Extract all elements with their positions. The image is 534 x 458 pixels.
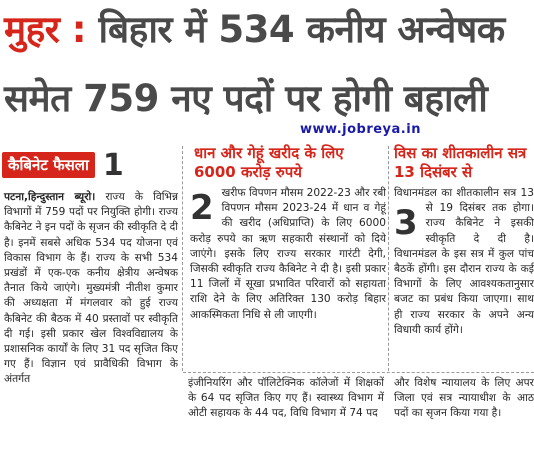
column2-body [186, 186, 386, 323]
item-number-1: 1 [102, 147, 124, 183]
headline-line-1 [4, 2, 505, 58]
column3-body [392, 186, 534, 338]
column2-heading: धान और गेहूं खरीद के लिए 6000 करोड़ रुपये [194, 144, 344, 181]
site-url[interactable]: www.jobreya.in [300, 122, 421, 137]
item-number-2: 2 [190, 188, 214, 228]
column3-body-intro: विधानमंडल का शीतकालीन सत्र 13 से 19 दिसंबर तक होगा। [394, 187, 534, 215]
headline-prefix: मुहर : [4, 8, 87, 51]
headline-line-2: समेत 759 नए पदों पर होगी बहाली [4, 77, 488, 120]
column3-heading: विस का शीतकालीन सत्र 13 दिसंबर से [394, 144, 527, 181]
headline-line-1-text: बिहार में 534 कनीय अन्वेषक [86, 8, 505, 51]
column3-body-text: राज्य कैबिनेट ने इसकी स्वीकृति दे दी है। विधानमंडल के इस सत्र में कुल पांच बैठकें होंगी। इस दौरान राज्य के कई विभागों के लिए आवश्यकतानुसार बजट का प्रबंध किया जाएगा। साथ ही राज्य सरकार के अपने अन्य विधायी कार्य होंगे। [394, 217, 534, 336]
cabinet-decision-tag: कैबिनेट फैसला [2, 152, 95, 178]
column2-body-text: खरीफ विपणन मौसम 2022-23 और रबी विपणन मौसम 2023-24 में धान व गेहूं की खरीद (अधिप्राप्ति) के लिए 6000 करोड़ रुपये का ऋण सहकारी संस्थानों को दिये जाएंगे। इसके लिए राज्य सरकार गारंटी देगी, जिसकी स्वीकृति राज्य कैबिनेट ने दी है। इसी प्रकार 11 जिलों में सूखा प्रभावित परिवारों को सहायता राशि देने के लिए अतिरिक्त 130 करोड़ बिहार आकस्मिकता निधि से ली जाएगी। [190, 187, 386, 321]
item-number-3: 3 [394, 203, 418, 244]
column-cabinet-decision [2, 142, 178, 458]
column-divider [388, 146, 389, 371]
column1-body-text: राज्य के विभिन्न विभागों में 759 पदों पर नियुक्ति होगी। राज्य कैबिनेट ने इन पदों के सृजन की स्वीकृति दे दी है। इनमें सबसे अधिक 534 पद योजना एवं विकास विभाग के हैं। राज्य के सभी 534 प्रखंडों में एक-एक कनीय क्षेत्रीय अन्वेषक तैनात किये जाएंगे। मुख्यमंत्री नीतीश कुमार की अध्यक्षता में मंगलवार को हुई राज्य कैबिनेट की बैठक में 40 प्रस्तावों पर स्वीकृति दी गई। इसी प्रकार खेल विश्वविद्यालय के प्रशासनिक कार्यों के लिए 31 पद सृजित किए गए हैं। विज्ञान एवं प्रावैधिकी विभाग के अंतर्गत [4, 191, 178, 386]
dateline: पटना,हिन्दुस्तान ब्यूरो। [4, 191, 96, 203]
column2-continuation: इंजीनियरिंग और पॉलिटेक्निक कॉलेजों में शिक्षकों के 64 पद सृजित किए गए हैं। स्वास्थ्य विभाग में ओटी सहायक के 44 पद, विधि विभाग में 74 पद [188, 377, 384, 419]
column3-continuation: और विशेष न्यायालय के लिए अपर जिला एवं सत्र न्यायाधीश के आठ पदों का सृजन किया गया है। [394, 377, 534, 419]
column1-body [2, 190, 178, 388]
column-divider [182, 146, 183, 371]
column1-header [2, 146, 178, 184]
